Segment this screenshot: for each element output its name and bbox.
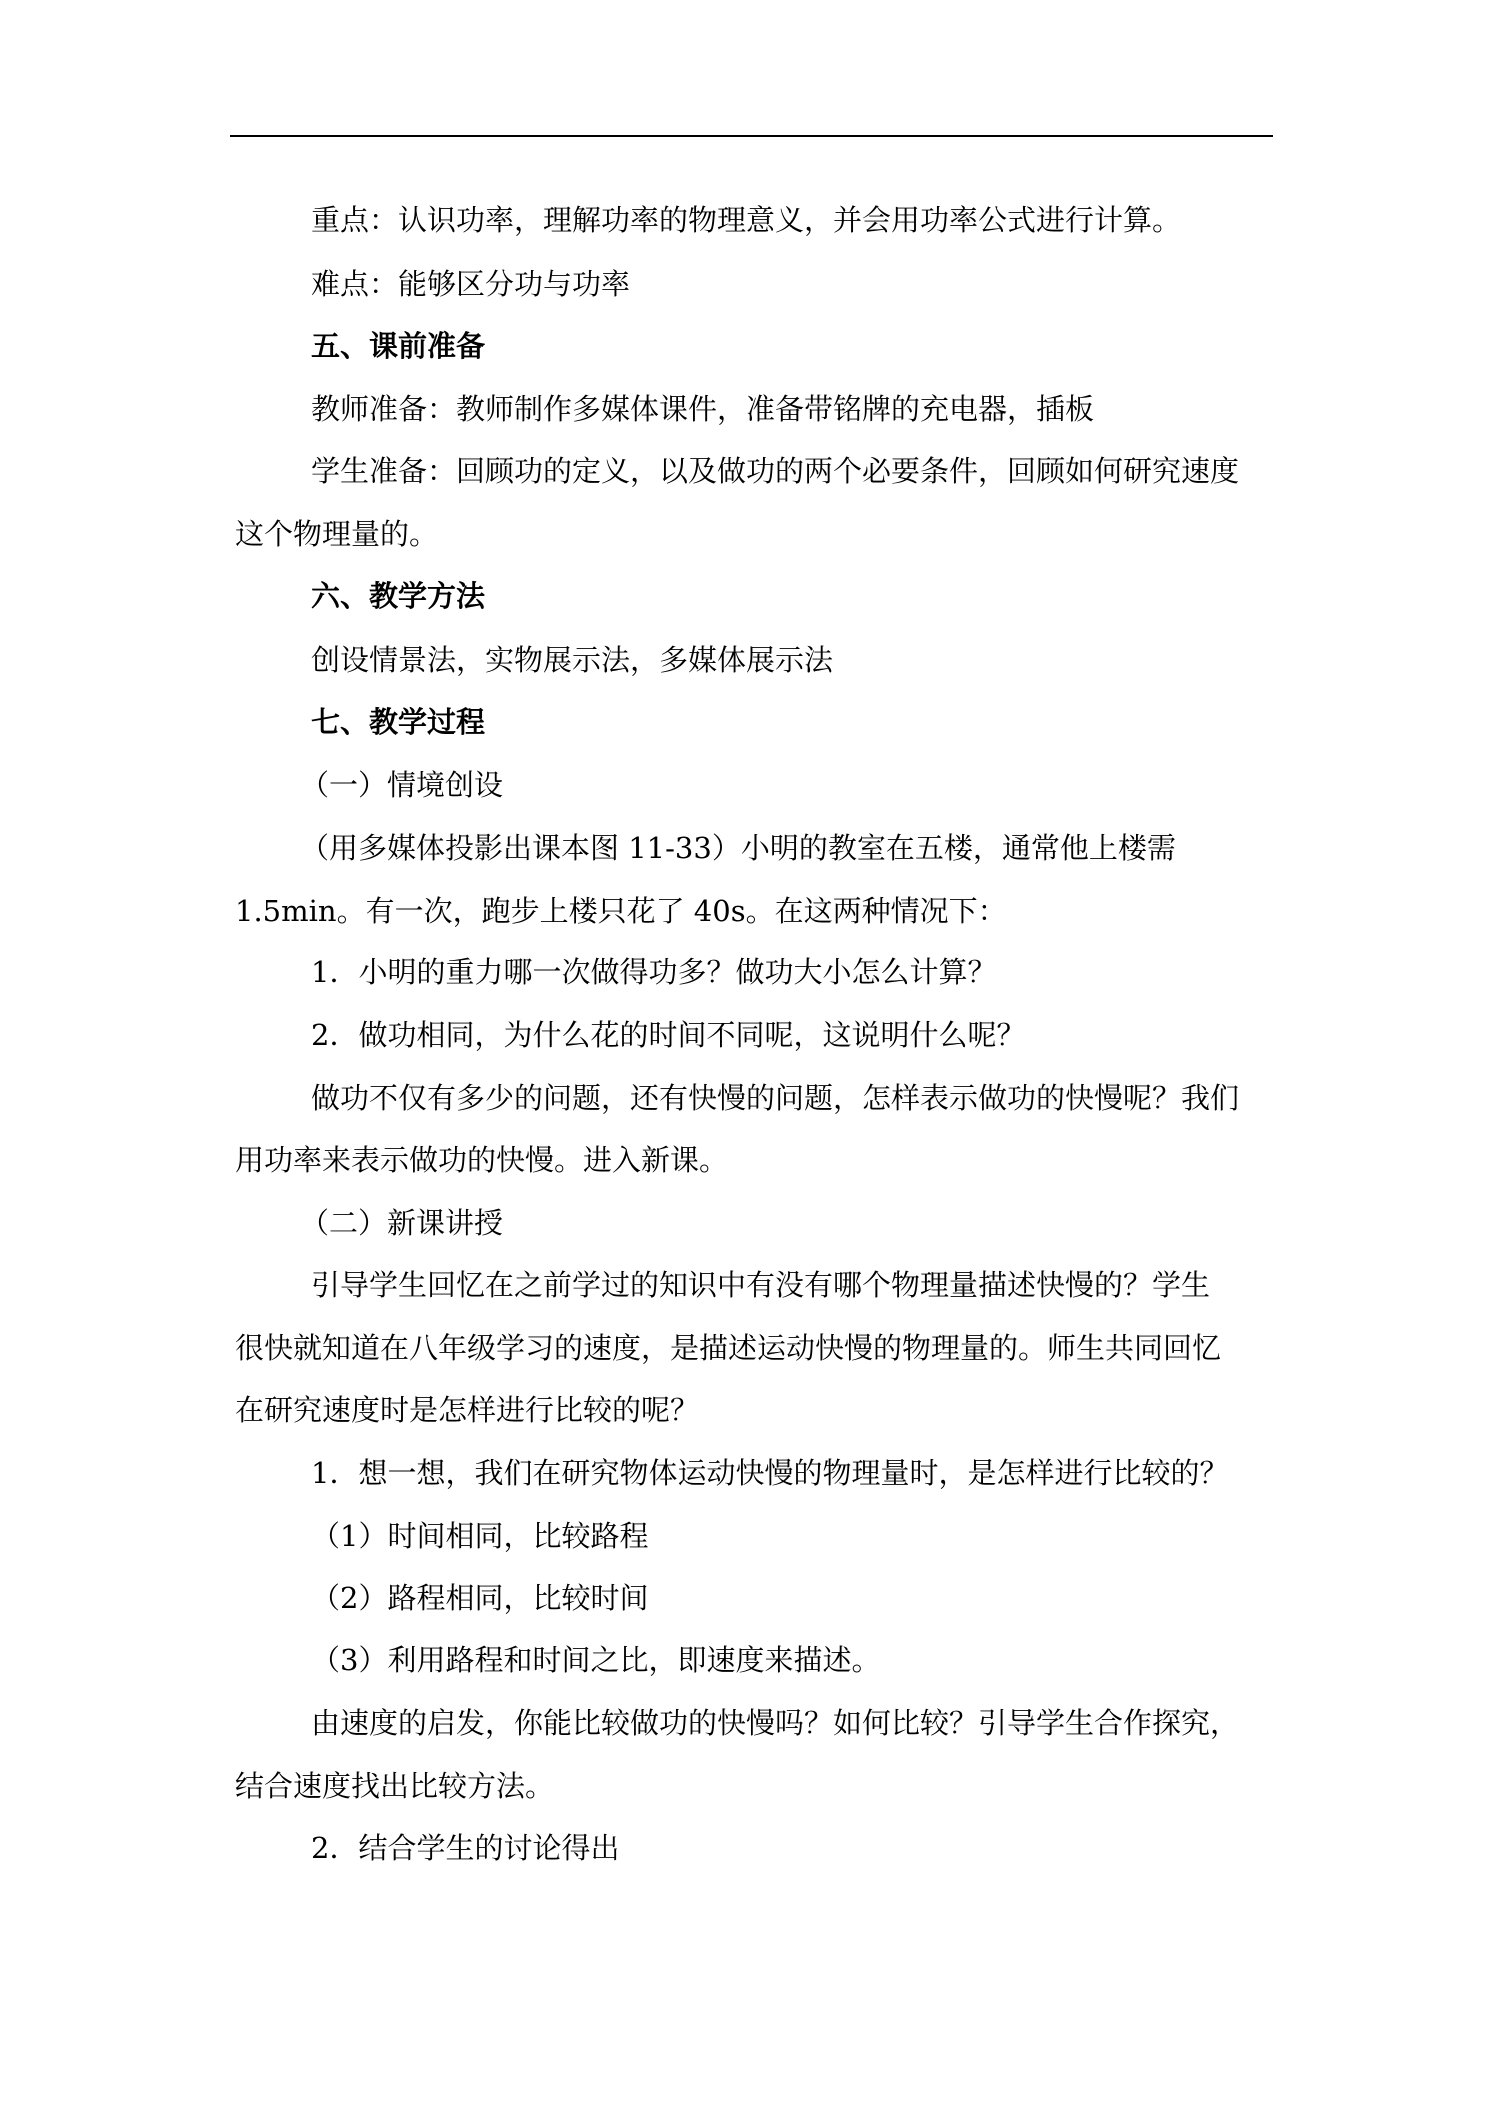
section-heading-methods: 六、教学方法 <box>311 579 486 613</box>
section-heading-prep: 五、课前准备 <box>311 329 486 363</box>
list-item-2: （2）路程相同，比较时间 <box>311 1581 649 1615</box>
subsection-heading-scenario: （一）情境创设 <box>300 768 504 802</box>
scenario-line-1: （用多媒体投影出课本图 11-33）小明的教室在五楼，通常他上楼需 <box>300 831 1176 865</box>
question-2-line: 2．做功相同，为什么花的时间不同呢，这说明什么呢？ <box>311 1018 1026 1052</box>
header-rule <box>230 135 1273 137</box>
student-prep-line-2: 这个物理量的。 <box>235 517 439 551</box>
key-point-line: 重点：认识功率，理解功率的物理意义，并会用功率公式进行计算。 <box>311 203 1182 237</box>
section-heading-process: 七、教学过程 <box>311 705 486 739</box>
inspire-line-2: 结合速度找出比较方法。 <box>235 1769 555 1803</box>
methods-line: 创设情景法，实物展示法，多媒体展示法 <box>311 643 834 677</box>
subsection-heading-new-lesson: （二）新课讲授 <box>300 1206 504 1240</box>
question-1-line: 1．小明的重力哪一次做得功多？做功大小怎么计算？ <box>311 955 997 989</box>
guide-line-2: 很快就知道在八年级学习的速度，是描述运动快慢的物理量的。师生共同回忆 <box>235 1331 1222 1365</box>
conclude-line: 2．结合学生的讨论得出 <box>311 1831 620 1865</box>
teacher-prep-line: 教师准备：教师制作多媒体课件，准备带铭牌的充电器，插板 <box>311 392 1095 426</box>
list-item-1: （1）时间相同，比较路程 <box>311 1519 649 1553</box>
inspire-line-1: 由速度的启发，你能比较做功的快慢吗？如何比较？引导学生合作探究， <box>311 1706 1240 1740</box>
intro-line-1: 做功不仅有多少的问题，还有快慢的问题，怎样表示做功的快慢呢？我们 <box>311 1081 1240 1115</box>
think-line: 1．想一想，我们在研究物体运动快慢的物理量时，是怎样进行比较的？ <box>311 1456 1229 1490</box>
scenario-line-2: 1.5min。有一次，跑步上楼只花了 40s。在这两种情况下： <box>235 894 1007 928</box>
difficult-point-line: 难点：能够区分功与功率 <box>311 267 631 301</box>
guide-line-3: 在研究速度时是怎样进行比较的呢？ <box>235 1393 700 1427</box>
student-prep-line-1: 学生准备：回顾功的定义，以及做功的两个必要条件，回顾如何研究速度 <box>311 454 1240 488</box>
guide-line-1: 引导学生回忆在之前学过的知识中有没有哪个物理量描述快慢的？学生 <box>311 1268 1211 1302</box>
intro-line-2: 用功率来表示做功的快慢。进入新课。 <box>235 1143 729 1177</box>
list-item-3: （3）利用路程和时间之比，即速度来描述。 <box>311 1643 881 1677</box>
